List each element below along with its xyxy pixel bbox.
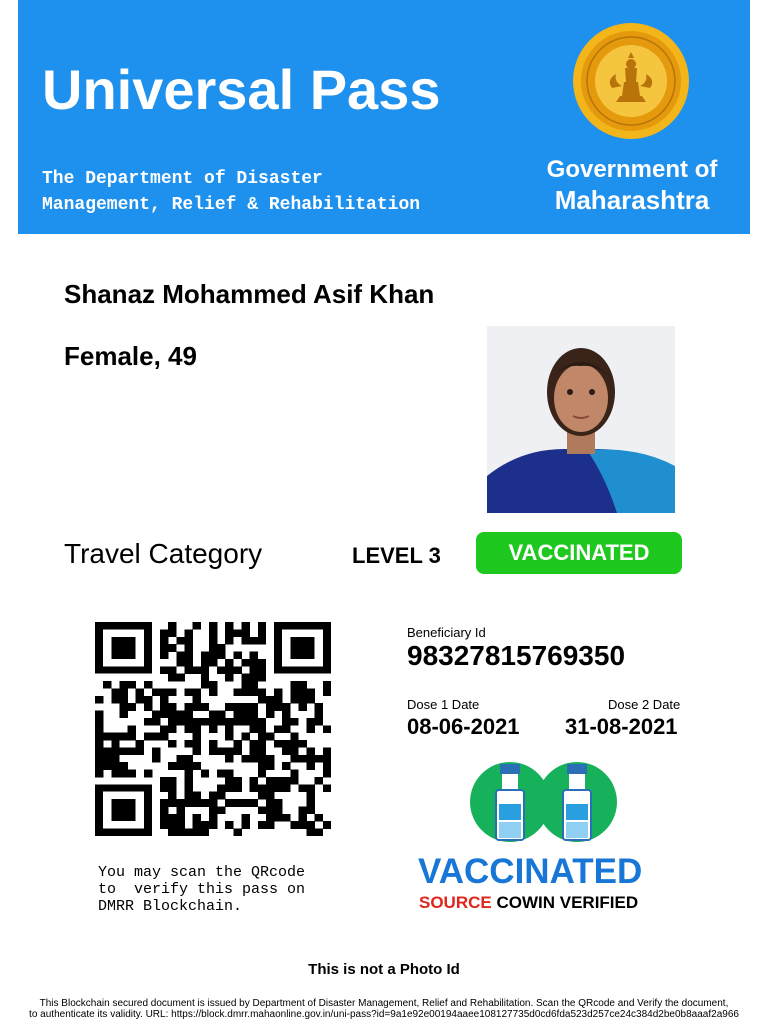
qr-note-line-2: to verify this pass on — [98, 881, 306, 898]
beneficiary-id-value: 98327815769350 — [407, 640, 626, 671]
travel-category-label: Travel Category — [64, 538, 263, 569]
department-line-2: Management, Relief & Rehabilitation — [42, 195, 421, 215]
disclaimer-line-1: This Blockchain secured document is issued by Department of Disaster Management, Relief and Rehabilitation. Scan the QRcode and Verify the document, — [39, 998, 729, 1009]
verification-qr-code[interactable] — [95, 622, 331, 836]
vaccinated-status-badge: VACCINATED — [476, 532, 682, 574]
government-line-1: Government of — [546, 156, 718, 183]
department-line-1: The Department of Disaster — [42, 169, 323, 189]
dose1-date-value: 08-06-2021 — [407, 714, 520, 739]
dose2-date-value: 31-08-2021 — [565, 714, 678, 739]
person-photo — [487, 326, 675, 513]
maharashtra-emblem-icon — [556, 18, 706, 144]
department-name — [42, 166, 420, 218]
qr-scan-note — [98, 864, 305, 915]
travel-level: LEVEL 3 — [352, 543, 441, 568]
dose2-date-label: Dose 2 Date — [608, 697, 681, 712]
government-line-2: Maharashtra — [554, 185, 710, 215]
person-name: Shanaz Mohammed Asif Khan — [64, 279, 435, 309]
cowin-verified-text: COWIN VERIFIED — [496, 893, 639, 912]
beneficiary-id-label: Beneficiary Id — [407, 625, 486, 640]
vaccine-vial-icon — [533, 762, 621, 842]
not-photo-id-notice: This is not a Photo Id — [308, 961, 460, 978]
source-verification — [419, 893, 638, 913]
pass-title: Universal Pass — [42, 58, 441, 121]
vaccinated-heading: VACCINATED — [418, 852, 643, 891]
gender-age: Female, 49 — [64, 341, 197, 371]
qr-note-line-3: DMRR Blockchain. — [98, 898, 243, 915]
disclaimer-line-2: to authenticate its validity. URL: https://block.dmrr.mahaonline.gov.in/uni-pass?id=9a1e92e00194aaee108127735d0cd6fda523d257ce24c384d2be0b8aaaf2a966 — [29, 1009, 739, 1020]
government-name — [526, 155, 738, 215]
footer-disclaimer — [10, 998, 758, 1020]
source-word: SOURCE — [419, 893, 492, 912]
qr-note-line-1: You may scan the QRcode — [98, 864, 306, 881]
dose1-date-label: Dose 1 Date — [407, 697, 480, 712]
